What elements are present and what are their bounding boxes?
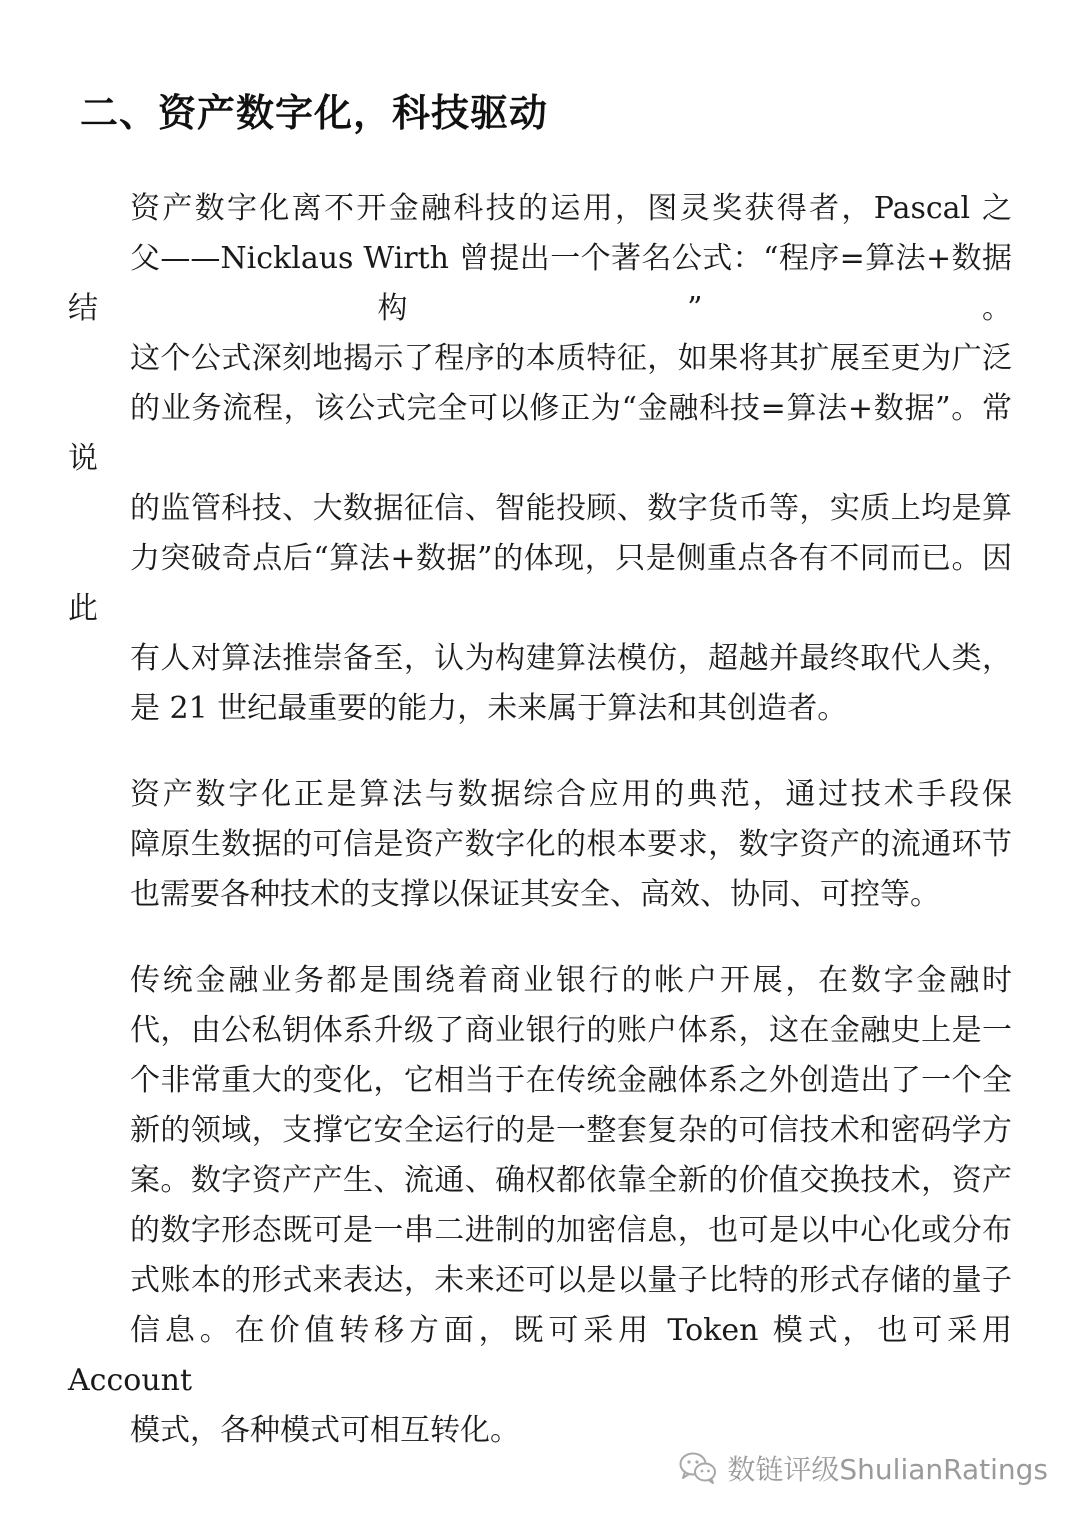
- paragraph-line: 模式，各种模式可相互转化。: [130, 1413, 520, 1448]
- paragraph-line: 的数字形态既可是一串二进制的加密信息，也可是以中心化或分布: [130, 1213, 1012, 1248]
- paragraph-line: 资产数字化离不开金融科技的运用，图灵奖获得者，Pascal 之: [130, 191, 1012, 226]
- paragraph-line: 是 21 世纪最重要的能力，未来属于算法和其创造者。: [130, 691, 848, 726]
- paragraph-line: 资产数字化正是算法与数据综合应用的典范，通过技术手段保: [130, 777, 1012, 812]
- paragraph-line: 力突破奇点后“算法+数据”的体现，只是侧重点各有不同而已。因此: [68, 541, 1012, 626]
- watermark: [679, 1448, 1048, 1488]
- paragraph-line: 父——Nicklaus Wirth 曾提出一个著名公式：“程序=算法+数据结构”。: [68, 241, 1012, 326]
- paragraph-3: [68, 956, 1012, 1456]
- paragraph-2: [68, 770, 1012, 920]
- section-title: 二、资产数字化，科技驱动: [80, 91, 549, 135]
- paragraph-line: 个非常重大的变化，它相当于在传统金融体系之外创造出了一个全: [130, 1063, 1012, 1098]
- paragraph-line: 障原生数据的可信是资产数字化的根本要求，数字资产的流通环节: [130, 827, 1012, 862]
- paragraph-line: 代，由公私钥体系升级了商业银行的账户体系，这在金融史上是一: [130, 1013, 1012, 1048]
- paragraph-line: 式账本的形式来表达，未来还可以是以量子比特的形式存储的量子: [130, 1263, 1012, 1298]
- paragraph-line: 的监管科技、大数据征信、智能投顾、数字货币等，实质上均是算: [130, 491, 1012, 526]
- paragraph-1: [68, 184, 1012, 734]
- paragraph-line: 信息。在价值转移方面，既可采用 Token 模式，也可采用 Account: [68, 1313, 1012, 1398]
- wechat-icon: [679, 1451, 717, 1485]
- paragraph-line: 传统金融业务都是围绕着商业银行的帐户开展，在数字金融时: [130, 963, 1012, 998]
- paragraph-line: 这个公式深刻地揭示了程序的本质特征，如果将其扩展至更为广泛: [130, 341, 1012, 376]
- paragraph-line: 新的领域，支撑它安全运行的是一整套复杂的可信技术和密码学方: [130, 1113, 1012, 1148]
- paragraph-line: 也需要各种技术的支撑以保证其安全、高效、协同、可控等。: [130, 877, 940, 912]
- watermark-text: 数链评级ShulianRatings: [727, 1453, 1048, 1486]
- paragraph-line: 的业务流程，该公式完全可以修正为“金融科技=算法+数据”。常说: [68, 391, 1012, 476]
- paragraph-line: 有人对算法推崇备至，认为构建算法模仿，超越并最终取代人类，: [130, 641, 1012, 676]
- paragraph-line: 案。数字资产产生、流通、确权都依靠全新的价值交换技术，资产: [130, 1163, 1012, 1198]
- article-body: [68, 184, 1012, 1492]
